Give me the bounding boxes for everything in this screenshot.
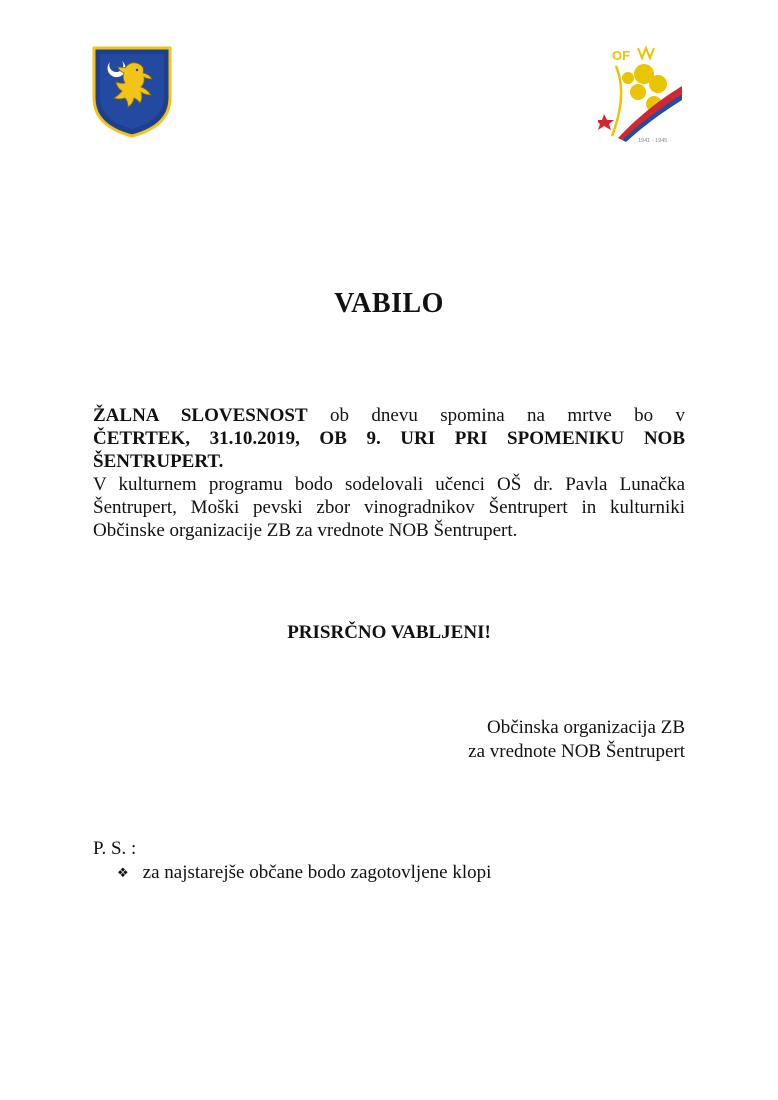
event-date-time: ČETRTEK, 31.10.2019, OB 9. URI PRI SPOMENIKU NOB (93, 428, 685, 449)
ceremony-intro: ob dnevu spomina na mrtve bo v (330, 405, 685, 426)
postscript-note-text: za najstarejše občane bodo zagotovljene klopi (142, 862, 492, 883)
program-line-1: V kulturnem programu bodo sodelovali učenci OŠ dr. Pavla Lunačka (93, 474, 685, 495)
event-location: ŠENTRUPERT. (93, 451, 224, 472)
diamond-bullet-icon: ❖ (117, 865, 129, 880)
invitation-text: PRISRČNO VABLJENI! (287, 622, 491, 643)
document-title: VABILO (334, 288, 444, 319)
postscript-label: P. S. : (93, 838, 137, 859)
signature-line-1: Občinska organizacija ZB (486, 717, 685, 738)
logo-years-text: 1941 - 1945 (638, 138, 668, 144)
program-line-3: Občinske organizacije ZB za vrednote NOB Šentrupert. (93, 520, 518, 541)
announcement-line-1 (93, 404, 685, 427)
program-line-2: Šentrupert, Moški pevski zbor vinogradnikov Šentrupert in kulturniki (93, 497, 685, 518)
postscript-note (117, 862, 491, 884)
ofmg-anniversary-logo (598, 44, 684, 144)
signature-line-2: za vrednote NOB Šentrupert (468, 741, 685, 762)
announcement-body (93, 404, 685, 542)
coat-of-arms-logo (92, 46, 172, 138)
ceremony-name: ŽALNA SLOVESNOST (93, 405, 308, 426)
signature-block (468, 716, 685, 764)
logo-of-text: OF (612, 48, 631, 63)
